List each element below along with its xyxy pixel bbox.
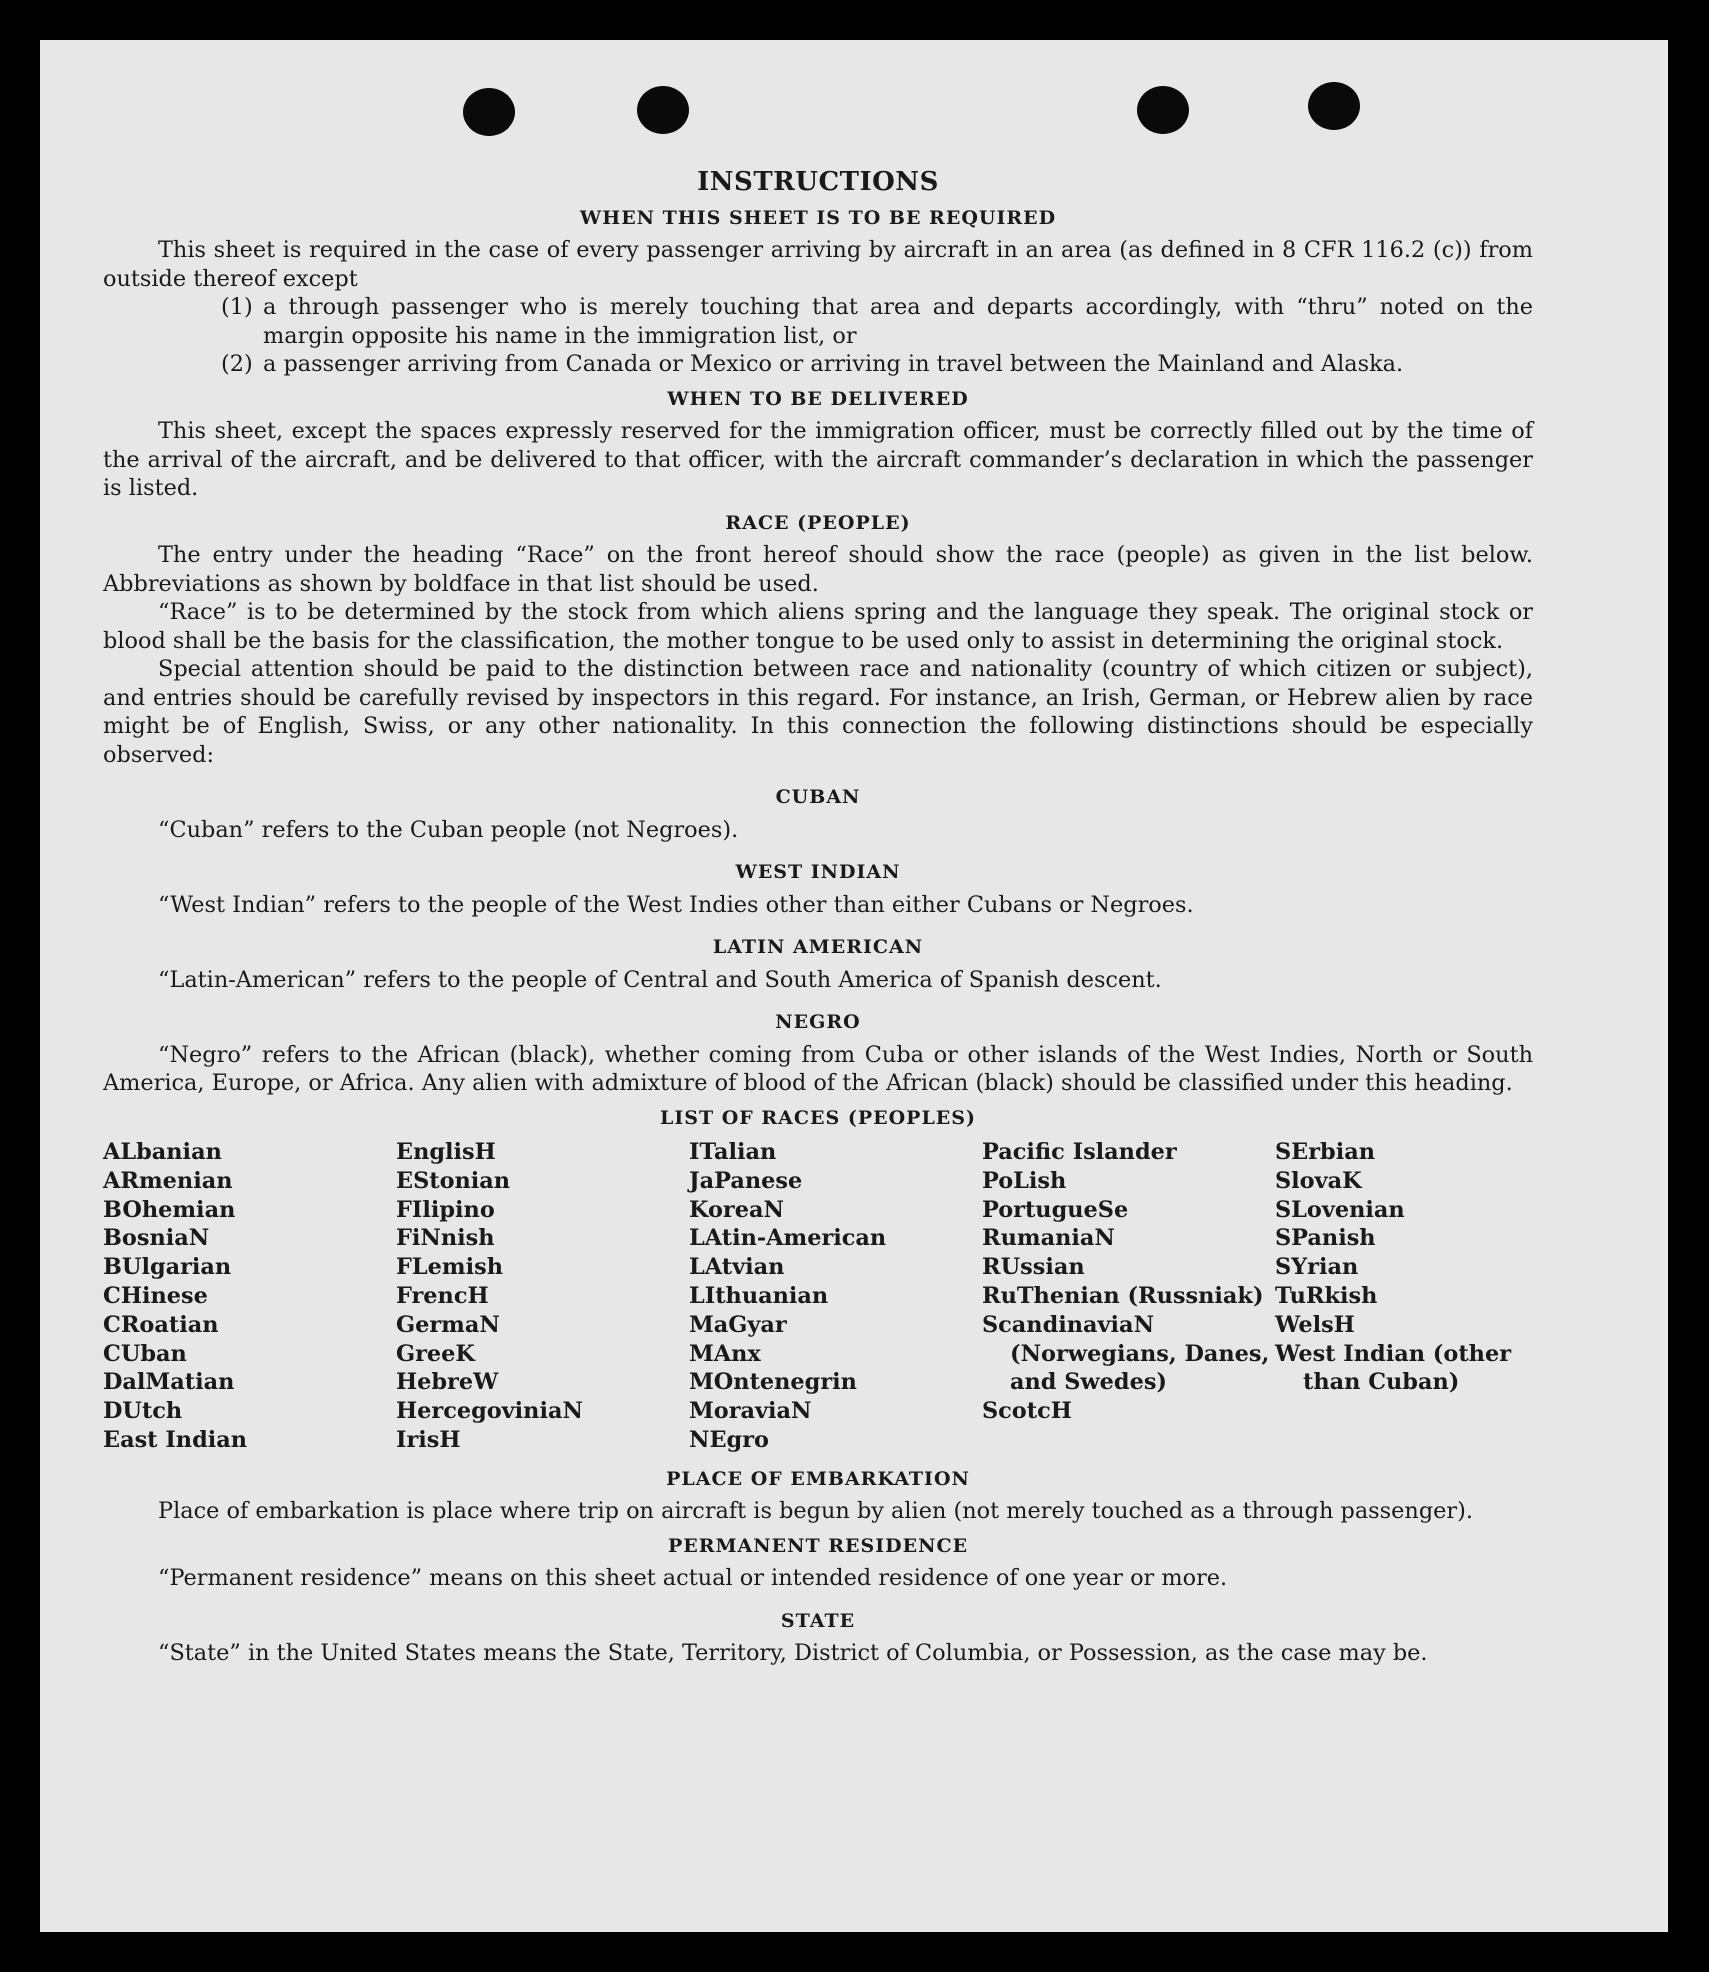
race-item: SlovaK bbox=[1275, 1167, 1362, 1194]
race-item: DalMatian bbox=[103, 1369, 235, 1396]
race-item: MOntenegrin bbox=[689, 1369, 857, 1396]
race-item: CUban bbox=[103, 1340, 187, 1367]
section-heading: WHEN TO BE DELIVERED bbox=[667, 387, 969, 410]
section-heading: STATE bbox=[780, 1609, 856, 1632]
race-item: IrisH bbox=[396, 1426, 461, 1453]
paragraph: “State” in the United States means the State, Territory, District of Columbia, or Possession, as the case may be. bbox=[158, 1640, 1428, 1667]
race-item: MaGyar bbox=[689, 1311, 787, 1338]
race-item: GreeK bbox=[396, 1340, 475, 1367]
race-item: SErbian bbox=[1275, 1139, 1375, 1165]
race-item: CHinese bbox=[103, 1282, 208, 1309]
paragraph: “West Indian” refers to the people of the West Indies other than either Cubans or Negroes. bbox=[158, 891, 1194, 918]
paragraph: This sheet is required in the case of every passenger arriving by aircraft in an area (as defined in 8 CFR 116.2 (c)) from outside thereof except bbox=[103, 237, 1533, 292]
race-item: LIthuanian bbox=[689, 1282, 829, 1309]
list-number: (1) bbox=[221, 294, 253, 320]
race-column bbox=[1275, 1138, 1568, 1455]
race-item: ITalian bbox=[689, 1139, 777, 1165]
race-item: LAtin-American bbox=[689, 1225, 887, 1252]
race-column bbox=[103, 1138, 396, 1455]
section-heading: RACE (PEOPLE) bbox=[725, 511, 911, 534]
section-heading: NEGRO bbox=[775, 1011, 861, 1033]
list-text: a passenger arriving from Canada or Mexico or arriving in travel between the Mainland and Alaska. bbox=[263, 351, 1404, 377]
race-item: HebreW bbox=[396, 1369, 499, 1396]
list-item bbox=[103, 293, 1533, 350]
race-item: PortugueSe bbox=[982, 1196, 1129, 1223]
race-item: RumaniaN bbox=[982, 1225, 1115, 1252]
race-item: West Indian (other than Cuban) bbox=[1275, 1340, 1511, 1396]
section-heading: PLACE OF EMBARKATION bbox=[666, 1467, 970, 1490]
race-column bbox=[396, 1138, 689, 1455]
section-heading: WEST INDIAN bbox=[735, 861, 901, 883]
punch-hole bbox=[463, 88, 515, 136]
race-item: FLemish bbox=[396, 1254, 503, 1281]
section-heading: PERMANENT RESIDENCE bbox=[667, 1534, 969, 1557]
race-item: FrencH bbox=[396, 1282, 489, 1309]
instructions-body bbox=[103, 168, 1533, 1668]
race-item: PoLish bbox=[982, 1167, 1067, 1194]
paragraph: “Permanent residence” means on this sheet actual or intended residence of one year or more. bbox=[158, 1565, 1228, 1592]
race-item: WelsH bbox=[1275, 1311, 1355, 1338]
paragraph: “Negro” refers to the African (black), whether coming from Cuba or other islands of the West Indies, North or South America, Europe, or Africa. Any alien with admixture of blood of the African (black) should be classified under this heading. bbox=[103, 1041, 1533, 1096]
paragraph: Place of embarkation is place where trip on aircraft is begun by alien (not merely touched as a through passenger). bbox=[158, 1498, 1473, 1525]
punch-hole bbox=[1137, 86, 1189, 134]
section-heading: CUBAN bbox=[775, 786, 861, 808]
race-item: Pacific Islander bbox=[982, 1139, 1177, 1165]
race-item: DUtch bbox=[103, 1398, 183, 1425]
race-item: MAnx bbox=[689, 1340, 761, 1367]
race-item: HercegoviniaN bbox=[396, 1398, 583, 1425]
list-text: a through passenger who is merely touching that area and departs accordingly, with “thru” noted on the margin opposite his name in the immigration list, or bbox=[263, 294, 1533, 349]
race-item: SYrian bbox=[1275, 1254, 1359, 1281]
punch-hole bbox=[1308, 82, 1360, 130]
race-item: RuThenian (Russniak) bbox=[982, 1282, 1264, 1309]
punch-hole bbox=[637, 86, 689, 134]
paragraph: This sheet, except the spaces expressly reserved for the immigration officer, must be correctly filled out by the time of the arrival of the aircraft, and be delivered to that officer, with the aircraft commander’s declaration in which the passenger is listed. bbox=[103, 418, 1533, 501]
race-item: LAtvian bbox=[689, 1254, 785, 1281]
race-column bbox=[982, 1138, 1275, 1455]
race-item: BosniaN bbox=[103, 1225, 210, 1252]
section-heading: LATIN AMERICAN bbox=[712, 936, 924, 958]
race-item: BUlgarian bbox=[103, 1254, 232, 1281]
paragraph: “Race” is to be determined by the stock from which aliens spring and the language they speak. The original stock or blood shall be the basis for the classification, the mother tongue to be used only to assist in determining the original stock. bbox=[103, 599, 1533, 654]
race-item: RUssian bbox=[982, 1254, 1085, 1281]
race-item: TuRkish bbox=[1275, 1282, 1378, 1309]
race-item: FiNnish bbox=[396, 1225, 495, 1252]
list-number: (2) bbox=[221, 351, 253, 377]
race-column bbox=[689, 1138, 982, 1455]
race-item: EStonian bbox=[396, 1167, 511, 1194]
paragraph: “Latin-American” refers to the people of Central and South America of Spanish descent. bbox=[158, 966, 1162, 993]
race-item: EnglisH bbox=[396, 1139, 496, 1165]
document-sheet bbox=[40, 40, 1668, 1932]
paragraph: Special attention should be paid to the distinction between race and nationality (country of which citizen or subject), and entries should be carefully revised by inspectors in this regard. For instance, an Irish, German, or Hebrew alien by race might be of English, Swiss, or any other nationality. In this connection the following distinctions should be especially observed: bbox=[103, 656, 1533, 768]
page-title: INSTRUCTIONS bbox=[697, 167, 939, 197]
race-item: ScandinaviaN (Norwegians, Danes, and Swedes) bbox=[982, 1311, 1270, 1396]
race-list bbox=[103, 1138, 1533, 1455]
race-item: NEgro bbox=[689, 1426, 769, 1453]
race-item: MoraviaN bbox=[689, 1398, 812, 1425]
race-item: FIlipino bbox=[396, 1196, 495, 1223]
race-item: JaPanese bbox=[689, 1167, 803, 1194]
race-item: ALbanian bbox=[103, 1139, 222, 1165]
section-heading: WHEN THIS SHEET IS TO BE REQUIRED bbox=[579, 206, 1057, 229]
race-item: East Indian bbox=[103, 1426, 248, 1453]
paragraph: The entry under the heading “Race” on the front hereof should show the race (people) as given in the list below. Abbreviations as shown by boldface in that list should be used. bbox=[103, 542, 1533, 597]
section-heading: LIST OF RACES (PEOPLES) bbox=[660, 1106, 976, 1129]
race-item: SPanish bbox=[1275, 1225, 1376, 1252]
race-item: ARmenian bbox=[103, 1167, 233, 1194]
race-item: CRoatian bbox=[103, 1311, 219, 1338]
race-item: KoreaN bbox=[689, 1196, 784, 1223]
list-item bbox=[103, 350, 1533, 379]
race-item: BOhemian bbox=[103, 1196, 236, 1223]
paragraph: “Cuban” refers to the Cuban people (not Negroes). bbox=[158, 816, 739, 843]
race-item: GermaN bbox=[396, 1311, 500, 1338]
race-item: ScotcH bbox=[982, 1398, 1072, 1425]
race-item: SLovenian bbox=[1275, 1196, 1405, 1223]
